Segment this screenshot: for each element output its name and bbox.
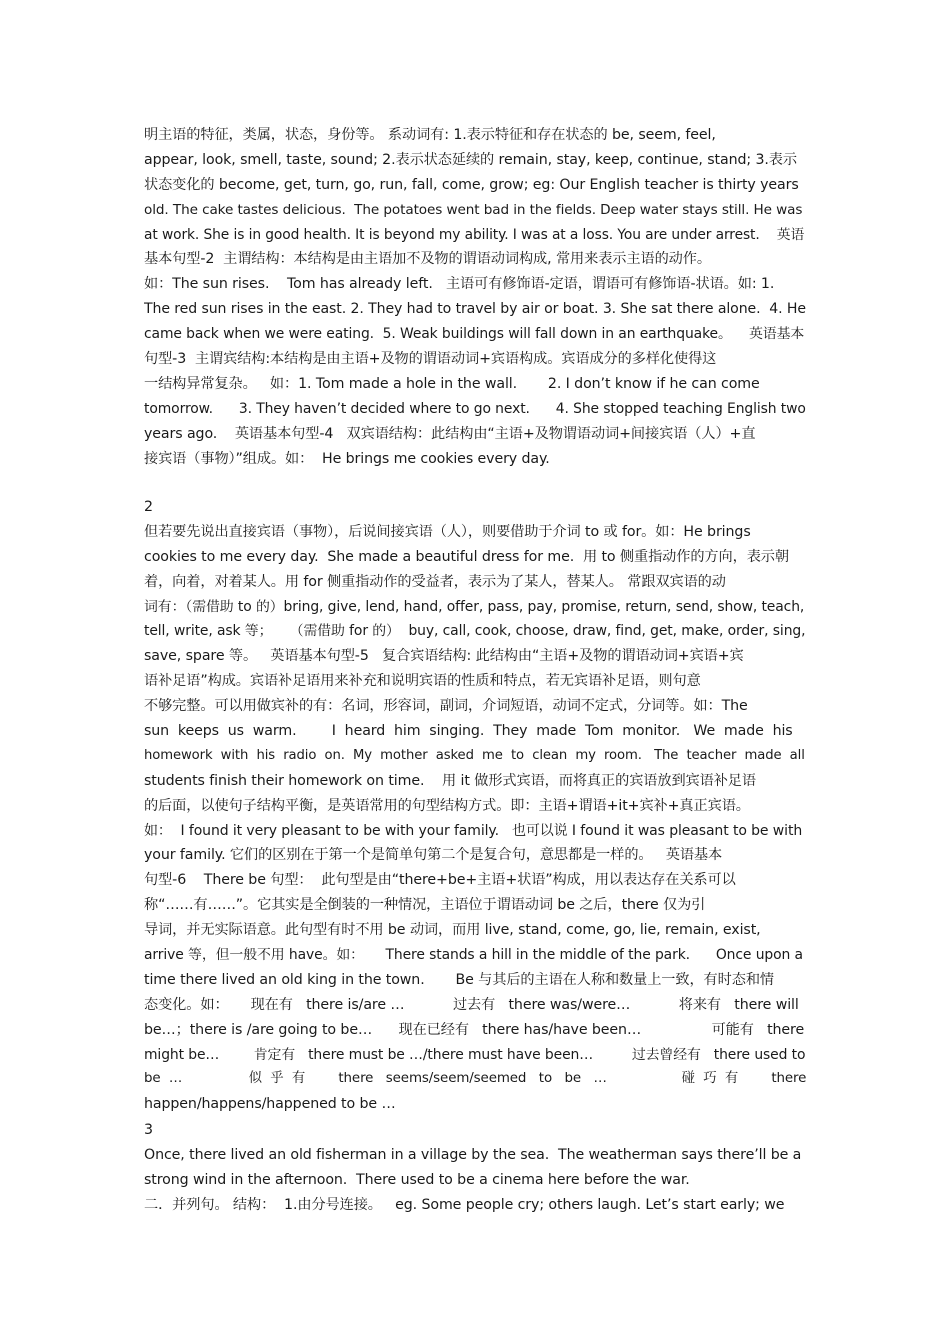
text-section-2: [144, 495, 806, 1117]
text-line: 如： I found it very pleasant to be with your family. 也可以说 I found it was pleasant to be with: [144, 822, 803, 839]
text-line: 一结构异常复杂。 如：1. Tom made a hole in the wall. 2. I don’t know if he can come: [144, 375, 760, 392]
text-line: 二．并列句。 结构： 1.由分号连接。 eg. Some people cry; others laugh. Let’s start early; we: [144, 1196, 785, 1213]
text-line: old. The cake tastes delicious. The potatoes went bad in the fields. Deep water stays still. He was: [144, 201, 803, 218]
text-section-1: [144, 123, 806, 471]
text-line: 状态变化的 become, get, turn, go, run, fall, come, grow; eg: Our English teacher is thirty years: [144, 176, 799, 193]
text-line: time there lived an old king in the town. Be 与其后的主语在人称和数量上一致，有时态和情: [144, 971, 774, 988]
text-line: came back when we were eating. 5. Weak buildings will fall down in an earthquake。 英语基本: [144, 326, 805, 343]
page-number: 2: [144, 499, 153, 515]
text-line: homework with his radio on. My mother asked me to clean my room. The teacher made all: [144, 747, 805, 763]
text-line: 明主语的特征，类属，状态，身份等。 系动词有: 1.表示特征和存在状态的 be, seem, feel,: [144, 127, 716, 143]
text-line: 着，向着，对着某人。用 for 侧重指动作的受益者，表示为了某人，替某人。 常跟双宾语的动: [144, 573, 726, 590]
text-line: tell, write, ask 等； （需借助 for 的） buy, call, cook, choose, draw, find, get, make, order, sing,: [144, 623, 806, 640]
text-line: arrive 等，但一般不用 have。如： There stands a hill in the middle of the park. Once upon a: [144, 947, 803, 964]
text-line: 导词，并无实际语意。此句型有时不用 be 动词，而用 live, stand, come, go, lie, remain, exist,: [144, 922, 761, 939]
text-line: 语补足语”构成。宾语补足语用来补充和说明宾语的性质和特点，若无宾语补足语，则句意: [144, 673, 701, 690]
text-line: be … 似 乎 有 there seems/seem/seemed to be … 碰 巧 有 there: [144, 1071, 806, 1087]
text-line: happen/happens/happened to be …: [144, 1096, 396, 1113]
text-line: cookies to me every day. She made a beautiful dress for me. 用 to 侧重指动作的方向，表示朝: [144, 548, 789, 565]
text-line: might be… 肯定有 there must be …/there must have been… 过去曾经有 there used to: [144, 1046, 806, 1063]
text-line: years ago. 英语基本句型-4 双宾语结构：此结构由“主语+及物谓语动词+间接宾语（人）+直: [144, 425, 756, 442]
page-number: 3: [144, 1122, 153, 1138]
text-line: 不够完整。可以用做宾补的有：名词，形容词，副词，介词短语，动词不定式，分词等。如：The: [144, 698, 748, 715]
text-line: 句型-6 There be 句型： 此句型是由“there+be+主语+状语”构成，用以表达存在关系可以: [144, 872, 736, 889]
text-line: your family. 它们的区别在于第一个是简单句第二个是复合句，意思都是一样的。 英语基本: [144, 847, 723, 864]
text-line: 如：The sun rises. Tom has already left. 主语可有修饰语-定语，谓语可有修饰语-状语。如: 1.: [144, 276, 775, 293]
text-section-3: [144, 1118, 806, 1218]
text-line: tomorrow. 3. They haven’t decided where to go next. 4. She stopped teaching English two: [144, 400, 806, 417]
text-line: 但若要先说出直接宾语（事物），后说间接宾语（人），则要借助于介词 to 或 for。如：He brings: [144, 523, 751, 540]
text-line: save, spare 等。 英语基本句型-5 复合宾语结构: 此结构由“主语+及物的谓语动词+宾语+宾: [144, 648, 744, 665]
text-line: 基本句型-2 主谓结构：本结构是由主语加不及物的谓语动词构成, 常用来表示主语的动作。: [144, 251, 711, 268]
text-line: The red sun rises in the east. 2. They had to travel by air or boat. 3. She sat there alone. 4. He: [144, 301, 806, 318]
text-line: be…；there is /are going to be… 现在已经有 there has/have been… 可能有 there: [144, 1021, 805, 1038]
text-line: appear, look, smell, taste, sound; 2.表示状态延续的 remain, stay, keep, continue, stand; 3.表示: [144, 151, 797, 168]
text-line: strong wind in the afternoon. There used to be a cinema here before the war.: [144, 1171, 690, 1188]
text-line: 的后面，以使句子结构平衡，是英语常用的句型结构方式。即：主语+谓语+it+宾补+真正宾语。: [144, 797, 750, 814]
text-line: 接宾语（事物）”组成。如： He brings me cookies every day.: [144, 450, 550, 467]
text-line: 态变化。如： 现在有 there is/are … 过去有 there was/were… 将来有 there will: [144, 996, 799, 1013]
text-line: 称“……有……”。它其实是全倒装的一种情况，主语位于谓语动词 be 之后，there 仅为引: [144, 897, 706, 914]
text-line: students finish their homework on time. 用 it 做形式宾语，而将真正的宾语放到宾语补足语: [144, 772, 756, 789]
text-line: at work. She is in good health. It is beyond my ability. I was at a loss. You are under arrest. 英语: [144, 226, 805, 243]
text-line: Once, there lived an old fisherman in a village by the sea. The weatherman says there’ll be a: [144, 1146, 802, 1163]
text-line: sun keeps us warm. I heard him singing. They made Tom monitor. We made his: [144, 723, 793, 740]
text-line: 句型-3 主谓宾结构:本结构是由主语+及物的谓语动词+宾语构成。宾语成分的多样化使得这: [144, 351, 717, 368]
text-line: 词有：（需借助 to 的）bring, give, lend, hand, offer, pass, pay, promise, return, send, show, teach,: [144, 598, 805, 615]
